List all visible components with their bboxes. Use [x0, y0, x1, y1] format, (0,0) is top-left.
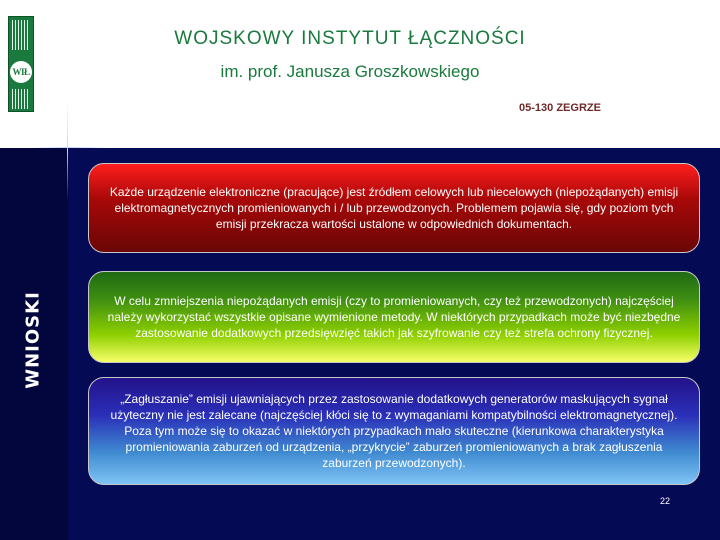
conclusion-box-1	[88, 163, 700, 253]
logo-stripes-bottom	[12, 89, 30, 109]
logo-stripes-top	[12, 20, 30, 50]
institution-subtitle: im. prof. Janusza Groszkowskiego	[220, 62, 480, 81]
conclusion-text-2: W celu zmniejszenia niepożądanych emisji (czy to promieniowanych, czy też przewodzonych) najczęściej należy wykorzystać wszystkie opisane wymienione metody. W niektórych przypadkach może być niezbędne zastosowanie dodatkowych przedsięwzięć takich jak szyfrowanie czy też strefa ochrony fizycznej.	[107, 294, 681, 340]
conclusion-box-3	[88, 377, 700, 485]
section-label-text: WNIOSKI	[22, 291, 44, 389]
conclusion-text-3: „Zagłuszanie” emisji ujawniających przez zastosowanie dodatkowych generatorów maskujących sygnał użyteczny nie jest zalecane (najczęściej kłóci się to z wymaganiami kompatybilności elektromagnetycznej). Poza tym może się to okazać w niektórych przypadkach mało skuteczne (kierunkowa charakterystyka promieniowania zaburzeń od urządzenia, „przykrycie” zaburzeń promieniowanych a brak zagłuszenia zaburzeń przewodzonych).	[110, 392, 678, 470]
conclusion-text-1: Każde urządzenie elektroniczne (pracujące) jest źródłem celowych lub niecelowych (niepożądanych) emisji elektromagnetycznych promieniowanych i / lub przewodzonych. Problemem pojawia się, gdy poziom tych emisji przekracza wartości ustalone w odpowiednich dokumentach.	[109, 185, 679, 231]
address: 05-130 ZEGRZE	[519, 102, 601, 114]
institution-title: WOJSKOWY INSTYTUT ŁĄCZNOŚCI	[174, 28, 526, 49]
conclusion-box-2	[88, 271, 700, 363]
page-number: 22	[659, 496, 670, 506]
institute-logo	[8, 16, 34, 112]
decorative-line-horizontal	[30, 147, 110, 148]
decorative-line-vertical	[67, 100, 68, 200]
section-label	[10, 280, 56, 400]
logo-text: WIŁ	[12, 67, 30, 77]
